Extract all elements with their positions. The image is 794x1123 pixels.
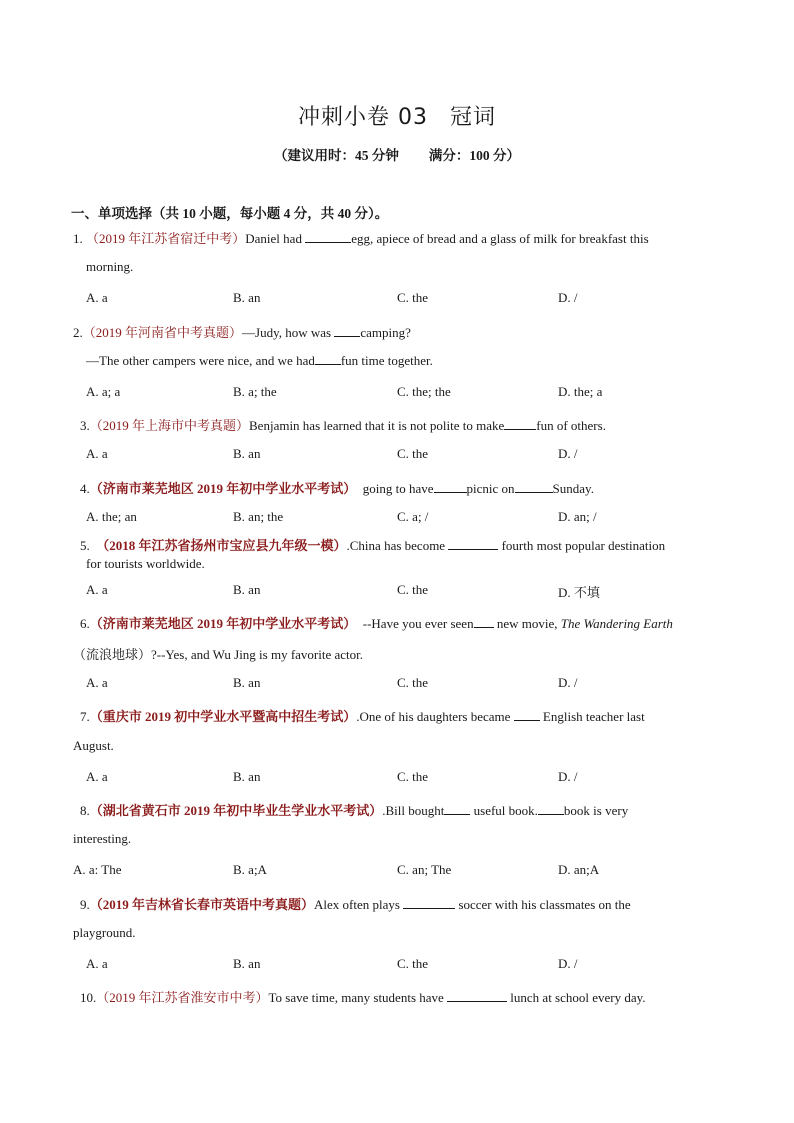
- answer-blank: [514, 709, 540, 721]
- question-number: 6.: [80, 616, 90, 631]
- question-10: [80, 987, 646, 1006]
- answer-blank: [403, 897, 455, 909]
- question-text: fourth most popular destination: [498, 538, 666, 553]
- question-text: lunch at school every day.: [507, 990, 646, 1005]
- option-a: A. a: [86, 290, 108, 305]
- option-a: A. a: [86, 446, 108, 461]
- option-d: D. 不填: [558, 585, 600, 600]
- option-d: D. /: [558, 675, 578, 690]
- question-source: （济南市莱芜地区 2019 年初中学业水平考试）: [89, 481, 357, 496]
- option-c: C. the; the: [397, 384, 451, 399]
- title-topic: 冠词: [449, 105, 496, 130]
- question-8-continued: interesting.: [73, 831, 132, 846]
- question-number: 4.: [80, 481, 90, 496]
- question-source: （重庆市 2019 初中学业水平暨高中招生考试）: [89, 709, 357, 724]
- page-title: [0, 100, 794, 131]
- option-a: A. a: [86, 956, 108, 971]
- question-number: 8.: [80, 803, 90, 818]
- option-a: A. a; a: [86, 384, 121, 399]
- answer-blank: [315, 353, 341, 365]
- option-d: D. /: [558, 446, 578, 461]
- option-b: B. a; the: [233, 384, 277, 399]
- question-5: [80, 535, 665, 554]
- question-text: fun of others.: [536, 418, 606, 433]
- option-c: C. the: [397, 675, 429, 690]
- title-main: 冲刺小卷 03: [297, 105, 428, 130]
- question-text: useful book.: [470, 803, 538, 818]
- option-b: B. an; the: [233, 509, 284, 524]
- question-text: new movie,: [493, 616, 561, 631]
- answer-blank: [448, 538, 498, 550]
- question-number: 9.: [80, 897, 90, 912]
- question-number: 5.: [80, 538, 90, 553]
- question-text: soccer with his classmates on the: [455, 897, 631, 912]
- page-subtitle: [0, 144, 794, 164]
- option-a: A. a: [86, 675, 108, 690]
- option-d: D. /: [558, 290, 578, 305]
- option-b: B. an: [233, 290, 261, 305]
- option-b: B. an: [233, 675, 261, 690]
- answer-blank: [504, 418, 536, 430]
- question-text: —Judy, how was: [242, 325, 335, 340]
- question-2: [73, 322, 411, 341]
- option-a: A. a: [86, 769, 108, 784]
- question-text: --Have you ever seen: [362, 616, 474, 631]
- question-text: —The other campers were nice, and we had: [86, 353, 315, 368]
- option-c: C. the: [397, 582, 429, 597]
- question-6: [80, 613, 673, 632]
- question-1-continued: morning.: [86, 259, 134, 274]
- question-text: Benjamin has learned that it is not polite to make: [249, 418, 505, 433]
- score-info: 满分：100 分）: [428, 148, 520, 163]
- answer-blank: [434, 481, 467, 493]
- option-d: D. /: [558, 956, 578, 971]
- time-info: （建议用时：45 分钟: [274, 148, 399, 163]
- option-c: C. an; The: [397, 862, 452, 877]
- question-4: [80, 478, 594, 497]
- question-source: （2019 年江苏省宿迁中考）: [86, 231, 246, 246]
- question-number: 2.: [73, 325, 83, 340]
- question-text: To save time, many students have: [268, 990, 448, 1005]
- option-c: C. the: [397, 769, 429, 784]
- question-text: .China has become: [346, 538, 449, 553]
- question-text: going to have: [362, 481, 434, 496]
- option-c: C. the: [397, 290, 429, 305]
- question-number: 7.: [80, 709, 90, 724]
- question-source: （2018 年江苏省扬州市宝应县九年级一模）: [96, 538, 347, 553]
- question-text: Alex often plays: [314, 897, 404, 912]
- question-5-continued: for tourists worldwide.: [86, 556, 205, 571]
- option-a: A. a: [86, 582, 108, 597]
- answer-blank: [447, 990, 507, 1002]
- question-3: [80, 415, 606, 434]
- option-b: B. an: [233, 956, 261, 971]
- question-9-continued: playground.: [73, 925, 136, 940]
- option-c: C. the: [397, 956, 429, 971]
- option-d: D. /: [558, 769, 578, 784]
- answer-blank: [444, 803, 470, 815]
- question-6-continued: （流浪地球）?--Yes, and Wu Jing is my favorite actor.: [73, 647, 364, 662]
- option-d: D. an; /: [558, 509, 597, 524]
- section-heading: 一、单项选择（共 10 小题，每小题 4 分，共 40 分）。: [71, 206, 389, 221]
- question-7-continued: August.: [73, 738, 114, 753]
- question-text: fun time together.: [340, 353, 433, 368]
- option-d: D. the; a: [558, 384, 603, 399]
- question-source: （湖北省黄石市 2019 年初中毕业生学业水平考试）: [89, 803, 383, 818]
- question-2-continued: [86, 353, 433, 369]
- question-text: .One of his daughters became: [356, 709, 514, 724]
- option-a: A. a: The: [73, 862, 122, 877]
- answer-blank: [538, 803, 564, 815]
- answer-blank: [474, 616, 494, 628]
- answer-blank: [515, 481, 553, 493]
- question-source: （济南市莱芜地区 2019 年初中学业水平考试）: [89, 616, 357, 631]
- question-text: egg, apiece of bread and a glass of milk for breakfast this: [351, 231, 649, 246]
- question-8: [80, 800, 628, 819]
- question-1: [73, 228, 649, 247]
- question-9: [80, 894, 631, 913]
- question-text: picnic on: [466, 481, 515, 496]
- movie-title: The Wandering Earth: [560, 616, 673, 631]
- option-d: D. an;A: [558, 862, 600, 877]
- answer-blank: [334, 325, 360, 337]
- question-text: book is very: [563, 803, 629, 818]
- option-b: B. an: [233, 582, 261, 597]
- option-b: B. a;A: [233, 862, 267, 877]
- option-c: C. the: [397, 446, 429, 461]
- question-source: （2019 年河南省中考真题）: [82, 325, 243, 340]
- question-source: （2019 年江苏省淮安市中考）: [96, 990, 269, 1005]
- question-number: 1.: [73, 231, 86, 246]
- answer-blank: [305, 231, 351, 243]
- option-a: A. the; an: [86, 509, 137, 524]
- option-b: B. an: [233, 769, 261, 784]
- question-number: 3.: [80, 418, 90, 433]
- question-text: English teacher last: [539, 709, 645, 724]
- question-text: Sunday.: [552, 481, 594, 496]
- question-text: .Bill bought: [382, 803, 445, 818]
- question-source: （2019 年吉林省长春市英语中考真题）: [89, 897, 315, 912]
- question-text: camping?: [360, 325, 411, 340]
- question-7: [80, 706, 645, 725]
- question-text: Daniel had: [245, 231, 306, 246]
- option-c: C. a; /: [397, 509, 429, 524]
- question-number: 10.: [80, 990, 97, 1005]
- question-source: （2019 年上海市中考真题）: [89, 418, 250, 433]
- option-b: B. an: [233, 446, 261, 461]
